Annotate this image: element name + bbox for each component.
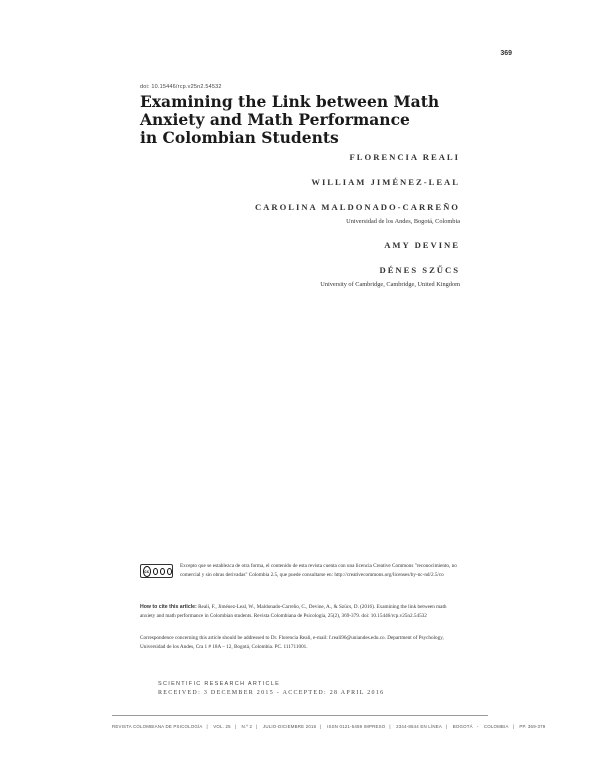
footer-issue: N.º 2	[241, 724, 253, 729]
license-text: Excepto que se establezca de otra forma, el contenido de esta revista cuenta con una licencia Creative Commons "reconocimiento, no comercial y sin obras derivadas" Colombia 2.5, que puede consultarse en: http://creativecommons.org/licenses/by-nc-nd/2.5/co	[180, 563, 457, 578]
footer-volume: VOL. 25	[213, 724, 231, 729]
citation-label: How to cite this article:	[140, 604, 197, 610]
by-icon	[153, 568, 158, 575]
author-name: AMY DEVINE	[384, 240, 460, 250]
nd-icon	[167, 568, 172, 575]
citation-block	[140, 603, 462, 621]
author-block	[100, 240, 460, 250]
author-block	[100, 265, 460, 288]
title-line: Anxiety and Math Performance	[140, 110, 410, 129]
author-name: WILLIAM JIMÉNEZ-LEAL	[311, 177, 460, 187]
author-block	[100, 177, 460, 187]
title-line: Examining the Link between Math	[140, 92, 440, 111]
author-name: CAROLINA MALDONADO-CARREÑO	[254, 202, 460, 212]
footer-divider	[112, 715, 488, 716]
author-affiliation: University of Cambridge, Cambridge, United Kingdom	[320, 281, 460, 288]
footer-pages: PP. 369-379	[519, 724, 546, 729]
correspondence: Correspondence concerning this article should be addressed to Dr. Florencia Reali, e-mail: f.reali96@uniandes.edu.co. Department of Psychology, Universidad de los Andes, Cra 1 # 18A – 12, Bogotá, Colombia. PC. 111711001.	[140, 635, 444, 650]
license-notice	[140, 562, 460, 580]
footer-city: BOGOTÁ	[452, 724, 473, 729]
author-name: FLORENCIA REALI	[349, 152, 460, 162]
author-name: DÉNES SZŰCS	[379, 265, 460, 275]
journal-footer: REVISTA COLOMBIANA DE PSICOLOGÍA | VOL. 25 | N.º 2 | JULIO-DICIEMBRE 2016 | ISSN 0121-5469 IMPRESO | 2344-8644 EN LÍNEA | BOGOTÁ - COLOMBIA | PP. 369-379	[112, 724, 546, 729]
author-block	[100, 152, 460, 162]
doi: doi: 10.15446/rcp.v25n2.54532	[140, 84, 222, 90]
received-accepted-dates: RECEIVED: 3 DECEMBER 2015 - ACCEPTED: 28 APRIL 2016	[158, 690, 385, 696]
creative-commons-icon[interactable]	[140, 564, 173, 578]
author-block	[100, 202, 460, 225]
title-line: in Colombian Students	[140, 128, 339, 147]
article-title	[140, 93, 470, 147]
footer-country: COLOMBIA	[483, 724, 509, 729]
citation-text: Reali, F., Jiménez-Leal, W., Maldonado-Carreño, C., Devine, A., & Szücs, D. (2016). Examining the link between math anxiety and math performance in Colombian students. Revista Colombiana de Psicología, 25(2), 369-379. doi: 10.15446/rcp.v25n2.54532	[140, 604, 447, 619]
footer-issn-print: ISSN 0121-5469 IMPRESO	[327, 724, 386, 729]
author-affiliation: Universidad de los Andes, Bogotá, Colombia	[346, 218, 460, 225]
footer-journal: REVISTA COLOMBIANA DE PSICOLOGÍA	[112, 724, 203, 729]
nc-icon	[160, 568, 165, 575]
article-type: SCIENTIFIC RESEARCH ARTICLE	[158, 681, 281, 687]
cc-logo: cc	[143, 566, 151, 577]
footer-issn-online: 2344-8644 EN LÍNEA	[396, 724, 442, 729]
author-list	[100, 152, 460, 303]
footer-period: JULIO-DICIEMBRE 2016	[262, 724, 317, 729]
page-number: 369	[500, 50, 512, 57]
